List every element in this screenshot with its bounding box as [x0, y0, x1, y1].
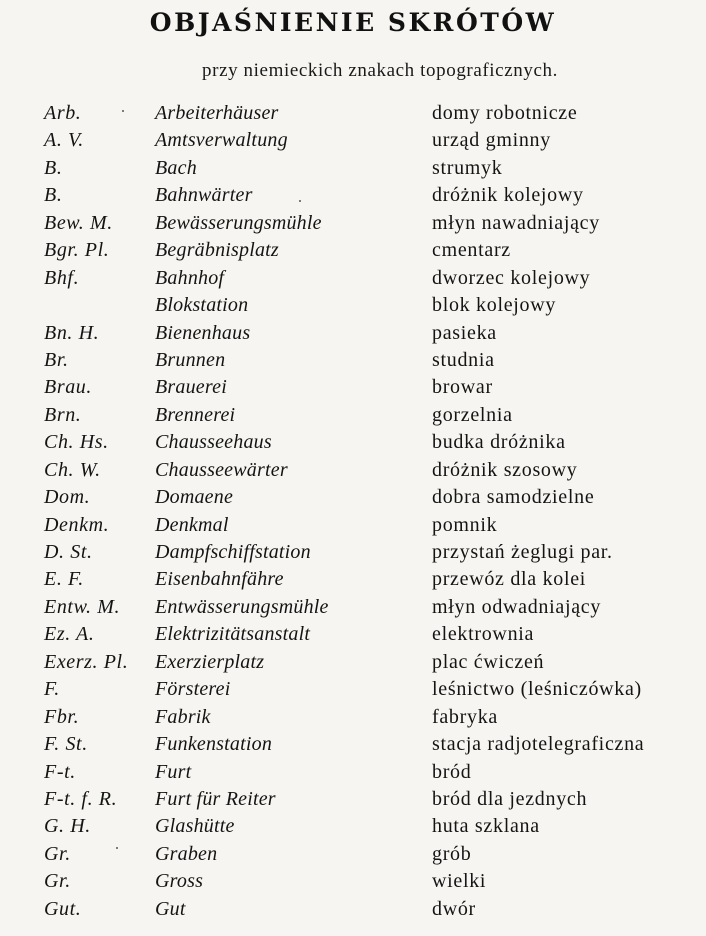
list-item [0, 512, 706, 539]
polish-translation: wielki [432, 870, 487, 893]
abbreviation: Ch. Hs. [44, 431, 109, 454]
abbreviation: B. [44, 156, 63, 179]
german-term: Eisenbahnfähre [155, 568, 284, 591]
list-item [0, 896, 706, 923]
list-item [0, 484, 706, 511]
polish-translation: elektrownia [432, 623, 535, 646]
abbreviation: Dom. [44, 486, 91, 509]
polish-translation: dwór [432, 897, 476, 920]
abbreviation: F. St. [44, 733, 88, 756]
polish-translation: urząd gminny [432, 129, 551, 152]
list-item [0, 539, 706, 566]
abbreviation: Fbr. [44, 705, 80, 728]
list-item [0, 155, 706, 182]
german-term: Bach [155, 156, 197, 179]
abbreviation: Arb. [44, 102, 82, 124]
polish-translation: cmentarz [432, 239, 511, 262]
polish-translation: plac ćwiczeń [432, 650, 545, 673]
list-item [0, 265, 706, 292]
german-term: Gross [155, 870, 204, 893]
abbreviation: Entw. M. [44, 595, 121, 618]
german-term: Begräbnisplatz [155, 239, 279, 262]
list-item [0, 320, 706, 347]
german-term: Blokstation [155, 294, 249, 317]
list-item [0, 347, 706, 374]
abbreviation: Bgr. Pl. [44, 239, 110, 262]
abbreviation: D. St. [44, 541, 93, 563]
german-term: Chausseehaus [155, 431, 272, 454]
polish-translation: browar [432, 376, 493, 399]
list-item [0, 786, 706, 813]
polish-translation: młyn nawadniający [432, 211, 600, 234]
german-term: Dampfschiffstation [155, 541, 311, 563]
german-term: Fabrik [155, 705, 211, 728]
polish-translation: huta szklana [432, 815, 540, 838]
print-speck [299, 200, 301, 202]
abbreviation: Bn. H. [44, 321, 100, 344]
list-item [0, 813, 706, 840]
print-speck [122, 110, 124, 112]
polish-translation: dworzec kolejowy [432, 266, 591, 289]
list-item [0, 594, 706, 621]
abbreviation: Gut. [44, 897, 82, 920]
list-item [0, 182, 706, 209]
german-term: Bewässerungsmühle [155, 211, 322, 234]
list-item [0, 237, 706, 264]
abbreviation: Bew. M. [44, 211, 113, 234]
abbreviation: Gr. [44, 870, 71, 893]
polish-translation: bród dla jezdnych [432, 787, 588, 810]
list-item [0, 868, 706, 895]
german-term: Furt [155, 760, 192, 783]
polish-translation: studnia [432, 348, 495, 371]
list-item [0, 210, 706, 237]
polish-translation: grób [432, 842, 472, 865]
polish-translation: strumyk [432, 156, 503, 179]
polish-translation: blok kolejowy [432, 294, 557, 317]
polish-translation: dobra samodzielne [432, 486, 595, 509]
german-term: Bienenhaus [155, 321, 251, 344]
list-item [0, 429, 706, 456]
polish-translation: młyn odwadniający [432, 595, 602, 618]
list-item [0, 841, 706, 868]
list-item [0, 292, 706, 319]
list-item [0, 676, 706, 703]
abbreviation: Br. [44, 348, 69, 371]
abbreviation: Denkm. [44, 513, 110, 536]
abbreviation: Exerz. Pl. [44, 650, 129, 673]
list-item [0, 566, 706, 593]
abbreviation-list [0, 100, 706, 923]
page-title: OBJAŚNIENIE SKRÓTÓW [149, 8, 557, 37]
list-item [0, 621, 706, 648]
german-term: Arbeiterhäuser [155, 102, 279, 124]
german-term: Brunnen [155, 348, 226, 371]
polish-translation: pomnik [432, 513, 498, 536]
polish-translation: domy robotnicze [432, 102, 578, 124]
german-term: Bahnhof [155, 266, 225, 289]
list-item [0, 457, 706, 484]
abbreviation: Ez. A. [44, 623, 95, 646]
german-term: Elektrizitätsanstalt [155, 623, 311, 646]
german-term: Gut [155, 897, 186, 920]
polish-translation: pasieka [432, 321, 497, 344]
polish-translation: przystań żeglugi par. [432, 541, 613, 563]
german-term: Entwässerungsmühle [155, 595, 329, 618]
abbreviation: F. [44, 678, 60, 701]
german-term: Funkenstation [155, 733, 273, 756]
list-item [0, 731, 706, 758]
abbreviation: Bhf. [44, 266, 80, 289]
list-item [0, 127, 706, 154]
german-term: Chausseewärter [155, 458, 288, 481]
abbreviation: Brau. [44, 376, 92, 399]
polish-translation: dróżnik kolejowy [432, 184, 584, 207]
polish-translation: gorzelnia [432, 403, 513, 426]
list-item [0, 759, 706, 786]
german-term: Furt für Reiter [155, 787, 276, 810]
polish-translation: budka dróżnika [432, 431, 566, 454]
german-term: Brennerei [155, 403, 236, 426]
german-term: Försterei [155, 678, 231, 701]
polish-translation: stacja radjotelegraficzna [432, 733, 645, 756]
abbreviation: F-t. [44, 760, 76, 783]
abbreviation: F-t. f. R. [44, 787, 118, 810]
german-term: Brauerei [155, 376, 227, 399]
list-item [0, 374, 706, 401]
german-term: Amtsverwaltung [155, 129, 288, 152]
german-term: Domaene [155, 486, 234, 509]
list-item [0, 649, 706, 676]
abbreviation: E. F. [44, 568, 84, 591]
abbreviation: Ch. W. [44, 458, 101, 481]
list-item [0, 402, 706, 429]
abbreviation: G. H. [44, 815, 91, 838]
abbreviation: B. [44, 184, 63, 207]
german-term: Denkmal [155, 513, 229, 536]
abbreviation: Gr. [44, 842, 71, 865]
german-term: Exerzierplatz [155, 650, 265, 673]
polish-translation: leśnictwo (leśniczówka) [432, 678, 642, 701]
german-term: Graben [155, 842, 218, 865]
polish-translation: fabryka [432, 705, 498, 728]
german-term: Glashütte [155, 815, 235, 838]
abbreviation: A. V. [44, 129, 84, 152]
abbreviation: Brn. [44, 403, 82, 426]
print-speck [116, 847, 118, 849]
polish-translation: dróżnik szosowy [432, 458, 578, 481]
polish-translation: przewóz dla kolei [432, 568, 587, 591]
page-subtitle: przy niemieckich znakach topograficznych. [202, 60, 558, 81]
list-item [0, 704, 706, 731]
german-term: Bahnwärter [155, 184, 253, 207]
list-item [0, 100, 706, 127]
polish-translation: bród [432, 760, 472, 783]
